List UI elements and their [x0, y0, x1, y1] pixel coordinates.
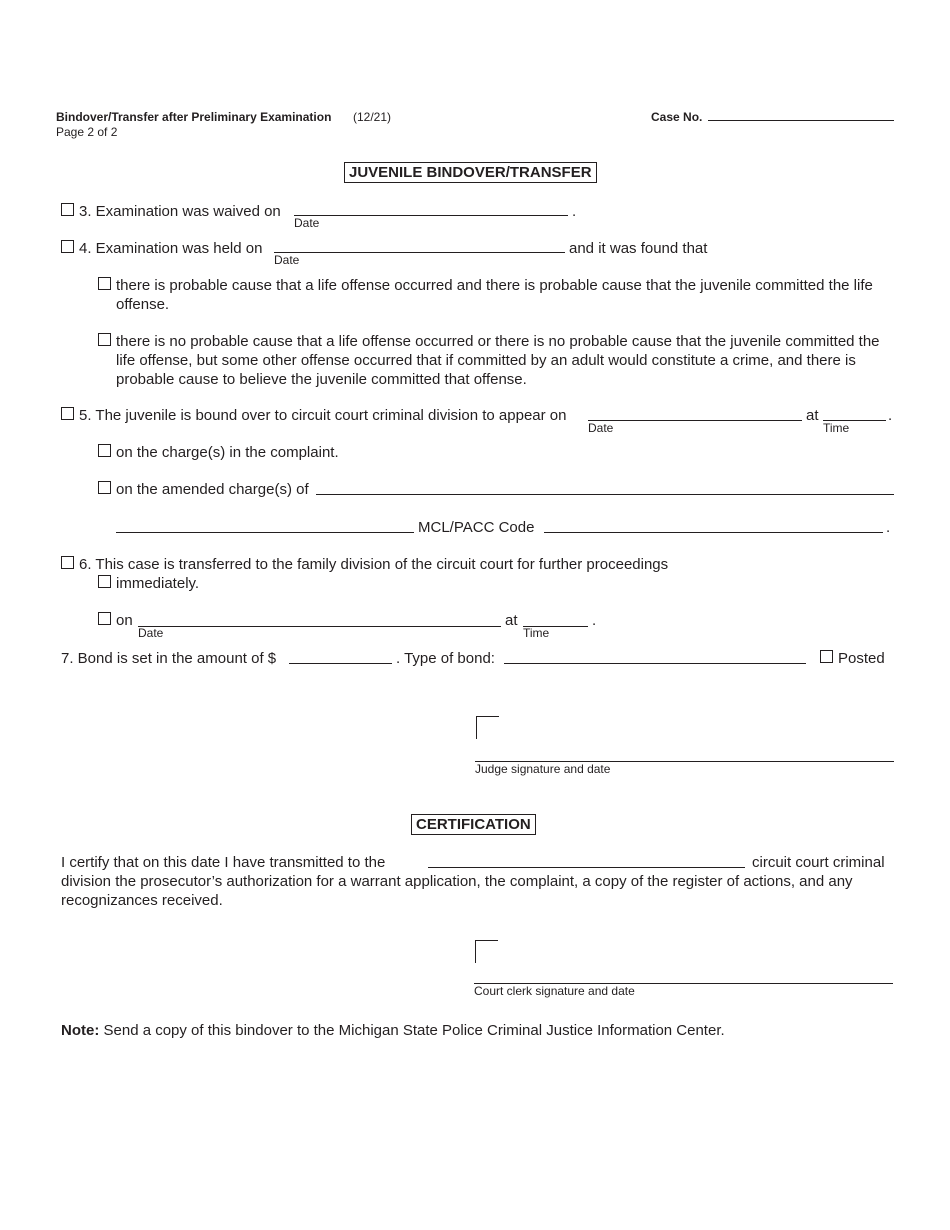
note	[61, 1021, 725, 1040]
item6-on-checkbox[interactable]	[98, 612, 111, 625]
cert-line1-end: circuit court criminal	[752, 854, 885, 871]
item5-complaint-checkbox[interactable]	[98, 444, 111, 457]
clerk-signature-corner	[475, 940, 498, 963]
item3-date-field[interactable]	[294, 215, 568, 216]
cert-line3: recognizances received.	[61, 892, 223, 909]
item5-amended-text: on the amended charge(s) of	[116, 481, 309, 498]
mcl-pacc-field[interactable]	[544, 532, 883, 533]
item5-at: at	[806, 407, 819, 424]
item6-on-text: on	[116, 612, 133, 629]
section-title: JUVENILE BINDOVER/TRANSFER	[344, 162, 597, 183]
item6-immediately-text: immediately.	[116, 575, 200, 592]
item4-checkbox[interactable]	[61, 240, 74, 253]
item5-charges-field[interactable]	[116, 532, 414, 533]
form-title: Bindover/Transfer after Preliminary Examination	[56, 110, 332, 124]
item6-immediately-checkbox[interactable]	[98, 575, 111, 588]
case-no-label: Case No.	[651, 110, 703, 124]
item7-text: 7. Bond is set in the amount of $	[61, 650, 277, 667]
judge-signature-corner	[476, 716, 499, 739]
mcl-pacc-label: MCL/PACC Code	[418, 519, 535, 536]
item6-date-caption: Date	[138, 626, 164, 640]
item4-option-b-line3: probable cause to believe the juvenile committed that offense.	[116, 371, 527, 388]
item5-complaint-text: on the charge(s) in the complaint.	[116, 444, 339, 461]
item6-time-caption: Time	[523, 626, 550, 640]
item4-date-field[interactable]	[274, 252, 565, 253]
item3-date-caption: Date	[294, 216, 320, 230]
item6-period: .	[592, 612, 597, 629]
note-label: Note:	[61, 1022, 100, 1039]
item5-amended-checkbox[interactable]	[98, 481, 111, 494]
item4-text: 4. Examination was held on	[79, 240, 263, 257]
note-text: Send a copy of this bindover to the Michigan State Police Criminal Justice Information Center.	[103, 1022, 725, 1039]
form-code: (12/21)	[353, 110, 392, 124]
item3-period: .	[572, 203, 577, 220]
posted-checkbox[interactable]	[820, 650, 833, 663]
item5-time-caption: Time	[823, 421, 850, 435]
item6-text: 6. This case is transferred to the family division of the circuit court for further proceedings	[79, 556, 669, 573]
certification-title: CERTIFICATION	[411, 814, 536, 835]
bond-type-label: . Type of bond:	[396, 650, 495, 667]
item5-amended-field[interactable]	[316, 494, 894, 495]
posted-label: Posted	[838, 650, 885, 667]
item4-date-caption: Date	[274, 253, 300, 267]
item5-text: 5. The juvenile is bound over to circuit court criminal division to appear on	[79, 407, 567, 424]
item5-checkbox[interactable]	[61, 407, 74, 420]
page-number: Page 2 of 2	[56, 125, 118, 139]
item5-date-field[interactable]	[588, 420, 802, 421]
case-no-field[interactable]	[708, 120, 894, 121]
item4-after-text: and it was found that	[569, 240, 708, 257]
item6-checkbox[interactable]	[61, 556, 74, 569]
item6-at: at	[505, 612, 518, 629]
item4-option-b-line2: life offense, but some other offense occurred that if committed by an adult would constitute a crime, and there is	[116, 352, 856, 369]
item5-period: .	[888, 407, 893, 424]
item4-option-a-checkbox[interactable]	[98, 277, 111, 290]
item4-option-a-line2: offense.	[116, 296, 170, 313]
bond-type-field[interactable]	[504, 663, 806, 664]
cert-court-field[interactable]	[428, 867, 745, 868]
item4-option-b-line1: there is no probable cause that a life offense occurred or there is no probable cause that the juvenile committed the	[116, 333, 880, 350]
item3-checkbox[interactable]	[61, 203, 74, 216]
bond-amount-field[interactable]	[289, 663, 392, 664]
mcl-pacc-period: .	[886, 519, 891, 536]
item4-option-a-line1: there is probable cause that a life offense occurred and there is probable cause that the juvenile committed the life	[116, 277, 873, 294]
cert-line2: division the prosecutor’s authorization for a warrant application, the complaint, a copy of the register of actions, and any	[61, 873, 853, 890]
item5-date-caption: Date	[588, 421, 614, 435]
item4-option-b-checkbox[interactable]	[98, 333, 111, 346]
item3-text: 3. Examination was waived on	[79, 203, 281, 220]
item6-date-field[interactable]	[138, 626, 501, 627]
clerk-signature-caption: Court clerk signature and date	[474, 984, 635, 998]
cert-line1-start: I certify that on this date I have transmitted to the	[61, 854, 386, 871]
judge-signature-caption: Judge signature and date	[475, 762, 611, 776]
